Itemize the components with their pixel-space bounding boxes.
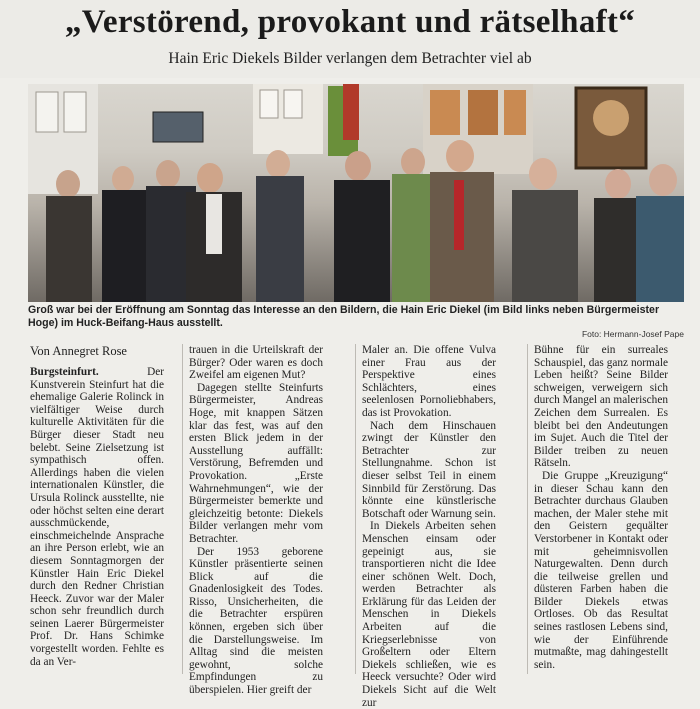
column-divider <box>355 344 356 674</box>
paragraph: Nach dem Hinschauen zwingt der Künstler den Betrachter zur Stellungnahme. Schon ist dieser selbst Teil in einem Sinnbild für Zerstörung. Das könnte eine künstlerische Botschaft oder Warnung sein. <box>362 419 496 520</box>
article-column-2 <box>189 344 323 697</box>
paragraph: Maler an. Die offene Vulva einer Frau aus der Perspektive eines Schlächters, eines seelenlosen Pornoliebhabers, das ist Provokation. <box>362 344 496 419</box>
column-divider <box>182 344 183 674</box>
article-column-1 <box>30 366 164 668</box>
paragraph: In Diekels Arbeiten sehen Menschen einsam oder gepeinigt aus, sie transportieren nicht die Idee einer schönen Welt. Doch, werden Betrachter als Erklärung für das Leiden der Menschen in Diekels Arbeiten auf die Kriegserlebnisse von Großeltern oder Eltern Diekels schließen, wie es Heeck versuchte? Oder wird Diekels Sicht auf die Welt zur <box>362 520 496 709</box>
paragraph: Die Gruppe „Kreuzigung“ in dieser Schau kann den Betrachter durchaus Glauben machen, der Maler stehe mit den Geistern gequälter Verstorbener in Kontakt oder mit geheimnisvollen Naturgewalten. Denn durch die teilweise grellen und düsteren Farben haben die Bilder Diekels etwas Ortloses. Ob das Resultat seines rastlosen Lebens sind, wie der Einführende mutmaßte, mag dahingestellt sein. <box>534 469 668 671</box>
paragraph: Der 1953 geborene Künstler präsentierte seinen Blick auf die Gnadenlosigkeit des Todes. Risso, Unsicherheiten, die die Betrachter erspüren können, ergeben sich über die Darstellungsweise. Im Alltag sind die meisten gewohnt, solche Empfindungen zu überspielen. Hier greift der <box>189 545 323 697</box>
article-column-3 <box>362 344 496 709</box>
headline: „Verstörend, provokant und rätselhaft“ <box>64 4 635 40</box>
paragraph: trauen in die Urteilskraft der Bürger? Oder waren es doch Zweifel am eigenen Mut? <box>189 344 323 382</box>
byline: Von Annegret Rose <box>30 344 127 358</box>
event-photo <box>28 84 684 302</box>
subheadline: Hain Eric Diekels Bilder verlangen dem Betrachter viel ab <box>168 50 532 67</box>
photo-illustration <box>28 84 684 302</box>
column-divider <box>527 344 528 674</box>
photo-credit: Foto: Hermann-Josef Pape <box>581 329 684 339</box>
dateline: Burgsteinfurt. <box>30 366 99 378</box>
body-text: Der Kunstverein Steinfurt hat die ehemalige Galerie Rolinck in vielfältiger Weise durch kulturelle Aktivitäten für die Bürger dieser Stadt neu belebt. Seine Zielsetzung ist sympathisch offen. Allerdings haben die vielen internationalen Künstler, die Ursula Rolinck ausstellte, nie oder höchst selten eine derart ausschmückende, einschmeichelnde Ansprache an ihre Person erlebt, wie an diesem Sonntagmorgen der Künstler Hain Eric Diekel durch den Redner Christian Heeck. Zuvor war der Maler schon sehr freundlich durch seinen Laerer Bürgermeister Prof. Dr. Hans Schimke vorgestellt worden. Fehlte es da an Ver- <box>30 366 164 668</box>
paragraph: Dagegen stellte Steinfurts Bürgermeister, Andreas Hoge, mit knappen Sätzen klar das fest, was auf den ersten Blick jedem in der Ausstellung auffällt: Verstörung, Befremden und Provokation. „Erste Wahrnehmungen“, wie der Bürgermeister bemerkte und gleichzeitig betonte: Diekels Bilder verlangen mehr vom Betrachter. <box>189 381 323 545</box>
photo-caption: Groß war bei der Eröffnung am Sonntag das Interesse an den Bildern, die Hain Eric Diekel (im Bild links neben Bürgermeister Hoge) im Huck-Beifang-Haus ausstellt. <box>28 304 660 329</box>
paragraph: Bühne für ein surreales Schauspiel, das ganz normale Leben heißt? Seine Bilder schweigen, verweigern sich durch Mangel an malerischen Zeichen dem Surrealen. Es bleibt bei den Andeutungen im Sujet. Auch die Titel der Bilder treiben zu neuen Rätseln. <box>534 344 668 470</box>
article-column-4 <box>534 344 668 671</box>
